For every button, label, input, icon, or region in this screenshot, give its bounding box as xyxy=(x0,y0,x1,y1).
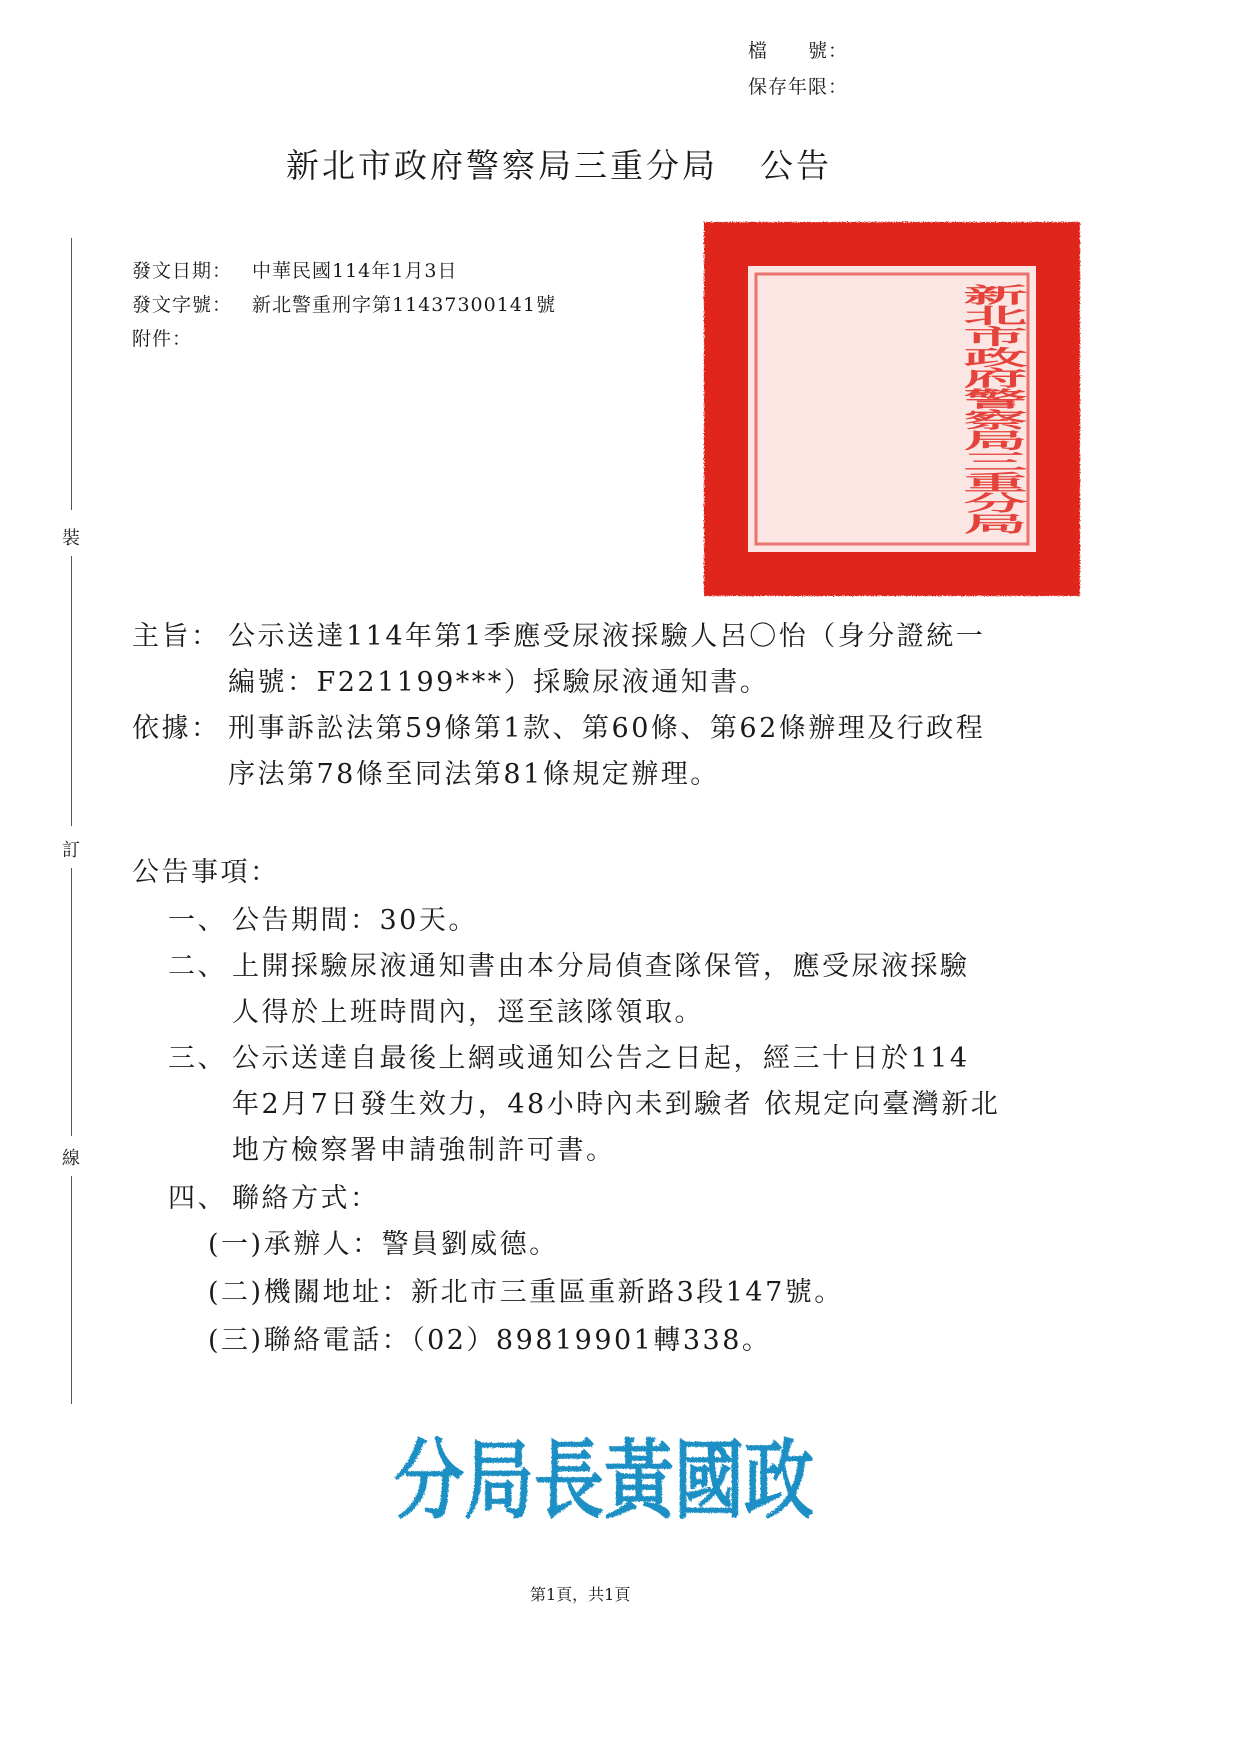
binding-line-lower xyxy=(71,868,72,1136)
basis-label: 依據： xyxy=(132,713,221,744)
notice-item-3-number: 三、 xyxy=(168,1043,227,1074)
notice-item-2-line-2: 人得於上班時間內，逕至該隊領取。 xyxy=(232,997,704,1028)
retention-label: 保存年限： xyxy=(748,76,849,98)
subject-section xyxy=(132,614,1032,706)
notice-item-1-line-1: 公告期間：30天。 xyxy=(232,905,478,936)
notice-item-3-line-2: 年2月7日發生效力，48小時內未到驗者 依規定向臺灣新北 xyxy=(232,1089,1001,1120)
issue-date-label: 發文日期： xyxy=(132,260,233,282)
subject-line-1: 公示送達114年第1季應受尿液採驗人呂〇怡（身分證統一 xyxy=(228,621,986,652)
document-type: 公告 xyxy=(760,146,832,185)
notice-item-1 xyxy=(168,898,1038,944)
issue-date-row xyxy=(132,256,556,290)
notice-item-3-line-3: 地方檢察署申請強制許可書。 xyxy=(232,1135,616,1166)
contact-phone: (三)聯絡電話：（02）89819901轉338。 xyxy=(208,1325,772,1356)
issue-ref-row xyxy=(132,290,556,324)
official-seal xyxy=(700,218,1084,1052)
issue-ref-value: 新北警重刑字第11437300141號 xyxy=(252,294,556,316)
basis-section xyxy=(132,706,1032,798)
binding-char-top: 裝 xyxy=(62,528,80,549)
notice-item-2-line-1: 上開採驗尿液通知書由本分局偵查隊保管，應受尿液採驗 xyxy=(232,951,970,982)
notice-item-4-number: 四、 xyxy=(168,1183,227,1214)
issue-info xyxy=(132,256,556,358)
header-meta xyxy=(748,36,848,108)
notice-item-3 xyxy=(168,1036,1038,1174)
notice-item-2-number: 二、 xyxy=(168,951,227,982)
binding-line-middle xyxy=(71,556,72,826)
notice-item-4-line-1: 聯絡方式： xyxy=(232,1183,380,1214)
attachment-row xyxy=(132,324,556,358)
notice-item-2 xyxy=(168,944,1038,1036)
issue-date-value: 中華民國114年1月3日 xyxy=(252,260,458,282)
file-number-label: 檔 號： xyxy=(748,40,849,62)
subject-line-2: 編號：F221199***）採驗尿液通知書。 xyxy=(228,667,770,698)
page-title xyxy=(286,140,832,187)
binding-char-bottom: 線 xyxy=(62,1148,80,1169)
notice-item-1-number: 一、 xyxy=(168,905,227,936)
notice-heading: 公告事項： xyxy=(132,857,280,888)
basis-line-1: 刑事訴訟法第59條第1款、第60條、第62條辦理及行政程 xyxy=(228,713,986,744)
seal-text: 新北市政府警察局三重分局 xyxy=(952,284,1028,1052)
page-number: 第1頁，共1頁 xyxy=(530,1585,631,1604)
contact-address: (二)機關地址：新北市三重區重新路3段147號。 xyxy=(208,1277,844,1308)
binding-line-top xyxy=(71,238,72,510)
notice-item-4 xyxy=(168,1176,1038,1222)
notice-item-3-line-1: 公示送達自最後上網或通知公告之日起，經三十日於114 xyxy=(232,1043,970,1074)
contact-handler: (一)承辦人：警員劉威德。 xyxy=(208,1229,559,1260)
attachment-label: 附件： xyxy=(132,328,193,350)
signature-text: 分局長黃國政 xyxy=(394,1431,814,1531)
basis-line-2: 序法第78條至同法第81條規定辦理。 xyxy=(228,759,720,790)
agency-name: 新北市政府警察局三重分局 xyxy=(286,146,718,185)
chief-signature-stamp xyxy=(390,1400,820,1540)
subject-label: 主旨： xyxy=(132,621,221,652)
binding-char-middle: 訂 xyxy=(62,840,80,861)
issue-ref-label: 發文字號： xyxy=(132,294,233,316)
binding-line-bottom xyxy=(71,1176,72,1404)
